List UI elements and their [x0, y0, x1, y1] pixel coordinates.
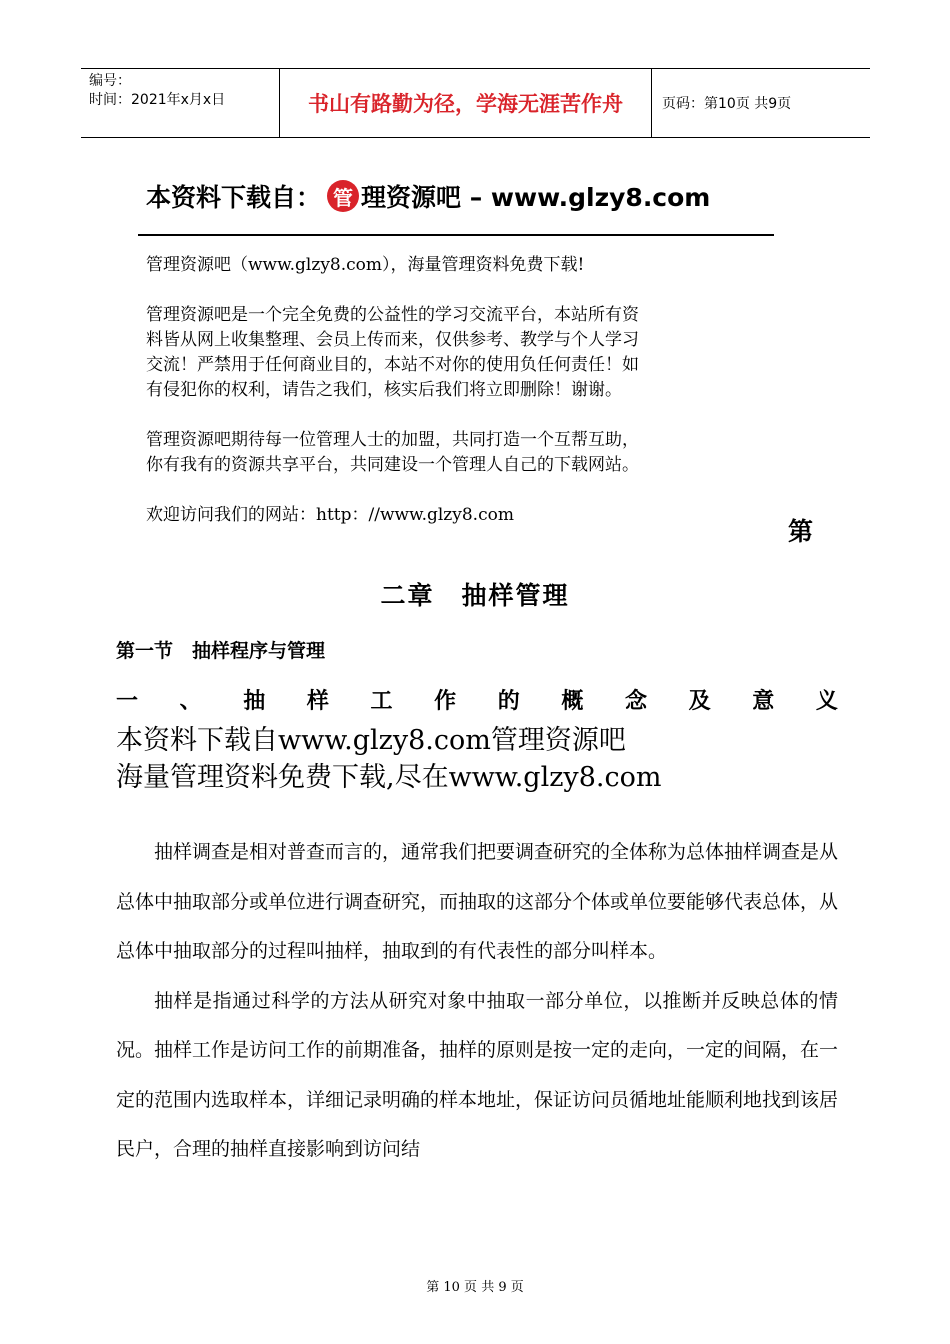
- header-meta: [81, 69, 280, 137]
- subtitle-char: 样: [306, 689, 329, 714]
- banner-suffix: 理资源吧 – www.glzy8.com: [361, 183, 711, 212]
- body-paragraph: 抽样是指通过科学的方法从研究对象中抽取一部分单位，以推断并反映总体的情况。抽样工作是访问工作的前期准备，抽样的原则是按一定的走向，一定的间隔，在一定的范围内选取样本，详细记录明确的样本地址，保证访问员循地址能顺利地找到该居民户，合理的抽样直接影响到访问结: [116, 989, 839, 1160]
- notice-welcome: 欢迎访问我们的网站：http：//www.glzy8.com: [146, 505, 514, 525]
- chapter-first-char: 第: [788, 517, 814, 546]
- header-motto: 书山有路勤为径，学海无涯苦作舟: [280, 69, 652, 137]
- subtitle-char: 抽: [243, 689, 266, 714]
- ad-line: 海量管理资料免费下载,尽在www.glzy8.com: [116, 762, 662, 793]
- banner-prefix: 本资料下载自：: [146, 183, 322, 212]
- body-paragraph: 抽样调查是相对普查而言的，通常我们把要调查研究的全体称为总体抽样调查是从总体中抽取部分或单位进行调查研究，而抽取的这部分个体或单位要能够代表总体，从总体中抽取部分的过程叫抽样，抽取到的有代表性的部分叫样本。: [116, 841, 839, 962]
- notice-para3: [146, 428, 786, 478]
- section-title: 第一节 抽样程序与管理: [116, 640, 326, 662]
- subtitle-char: 、: [179, 689, 202, 714]
- subtitle-char: 的: [497, 689, 520, 714]
- subtitle-char: 义: [815, 689, 838, 714]
- subtitle-char: 概: [561, 689, 584, 714]
- notice-para2-line: 管理资源吧是一个完全免费的公益性的学习交流平台，本站所有资: [146, 305, 639, 325]
- notice-para2-line: 料皆从网上收集整理、会员上传而来，仅供参考、教学与个人学习: [146, 330, 639, 350]
- banner-divider: [138, 234, 774, 236]
- ad-line: 本资料下载自www.glzy8.com管理资源吧: [116, 725, 626, 756]
- body-text: [116, 828, 838, 1175]
- notice-para2: [146, 303, 786, 403]
- download-banner: [146, 178, 710, 214]
- subtitle-char: 念: [625, 689, 648, 714]
- notice-para2-line: 有侵犯你的权利，请告之我们，核实后我们将立即删除！谢谢。: [146, 380, 622, 400]
- notice-para2-line: 交流！严禁用于任何商业目的，本站不对你的使用负任何责任！如: [146, 355, 639, 375]
- serial-label: 编号：: [89, 73, 131, 89]
- chapter-title: 二章 抽样管理: [380, 581, 570, 610]
- subtitle-char: 作: [434, 689, 457, 714]
- subtitle-char: 工: [370, 689, 393, 714]
- notice-line1: 管理资源吧（www.glzy8.com），海量管理资料免费下载!: [146, 255, 585, 275]
- logo-icon: 管: [327, 180, 359, 212]
- subtitle-char: 及: [688, 689, 711, 714]
- subtitle: [116, 684, 838, 715]
- subtitle-char: 一: [116, 689, 139, 714]
- subtitle-char: 意: [752, 689, 775, 714]
- header-page-info: 页码：第10页 共9页: [662, 96, 792, 112]
- notice-para3-line: 管理资源吧期待每一位管理人士的加盟，共同打造一个互帮互助，: [146, 430, 639, 450]
- notice-para3-line: 你有我有的资源共享平台，共同建设一个管理人自己的下载网站。: [146, 455, 639, 475]
- page-header: [81, 68, 870, 138]
- page-footer: 第 10 页 共 9 页: [426, 1280, 524, 1295]
- time-label: 时间：2021年x月x日: [89, 92, 226, 108]
